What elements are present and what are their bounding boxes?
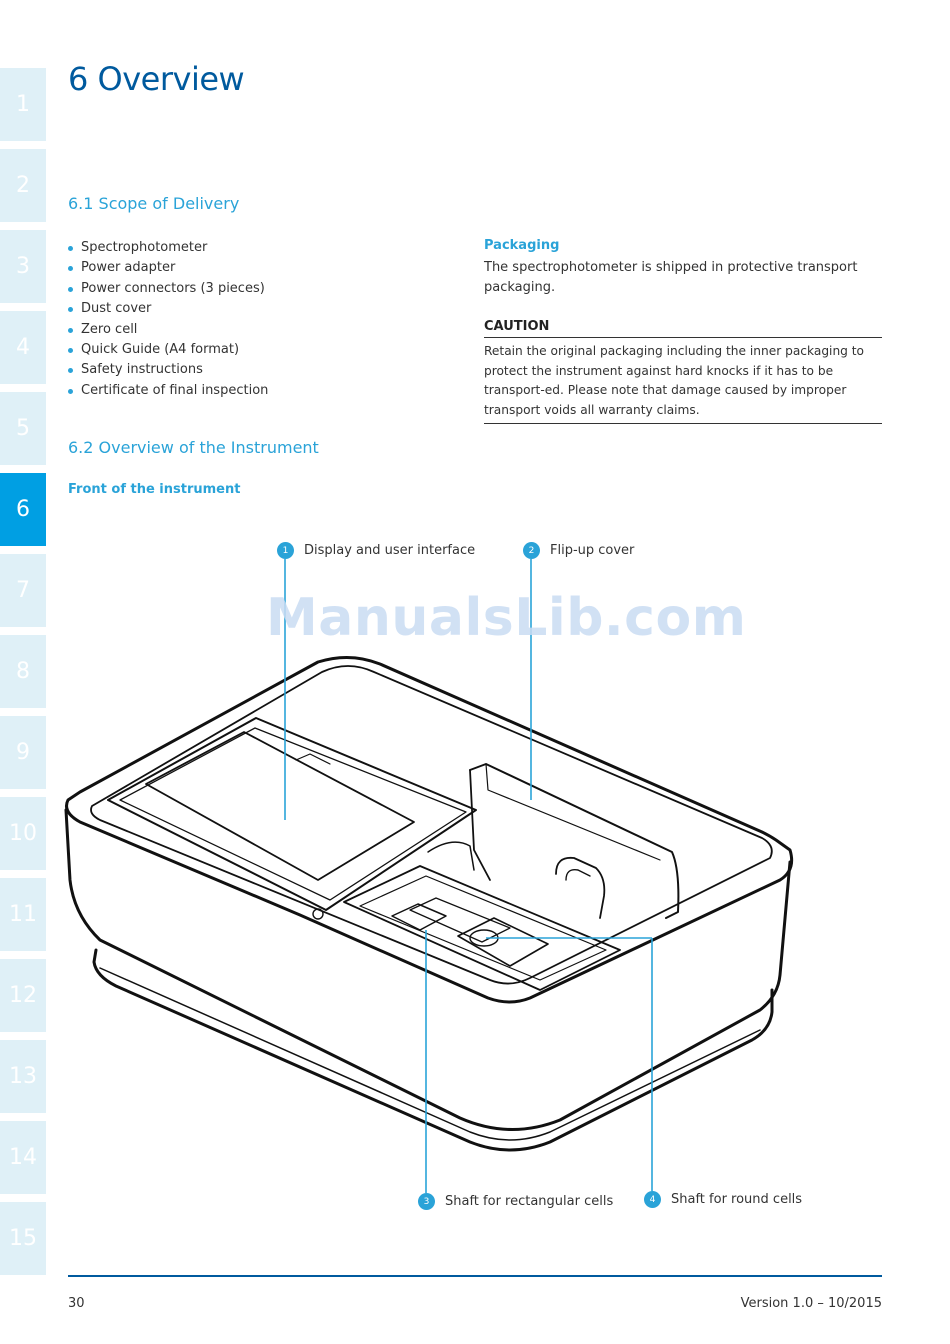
list-item: Quick Guide (A4 format) [68,340,268,360]
page-title: 6 Overview [68,60,245,98]
packaging-heading: Packaging [484,238,560,253]
callout-number: 4 [644,1191,661,1208]
callout-label: Display and user interface [304,543,476,558]
list-item: Dust cover [68,299,268,319]
version-label: Version 1.0 – 10/2015 [740,1296,882,1311]
callout-label: Shaft for round cells [671,1192,803,1207]
packaging-text: The spectrophotometer is shipped in protective transport packaging. [484,260,858,295]
caution-text: Retain the original packaging including the inner packaging to protect the instrument against hard knocks if it has to be transport-ed. Please note that damage caused by improper transport voids all warranty claims. [484,342,882,424]
chapter-tab-6-active[interactable]: 6 [0,473,46,546]
chapter-tab-5[interactable]: 5 [0,392,46,465]
footer-rule [68,1275,882,1277]
chapter-tab-9[interactable]: 9 [0,716,46,789]
list-item: Spectrophotometer [68,238,268,258]
section-heading-scope: 6.1 Scope of Delivery [68,194,240,213]
chapter-tab-12[interactable]: 12 [0,959,46,1032]
chapter-tab-2[interactable]: 2 [0,149,46,222]
callout-number: 3 [418,1193,435,1210]
callout-round-shaft [644,1191,802,1208]
list-item: Certificate of final inspection [68,381,268,401]
list-item: Safety instructions [68,360,268,380]
chapter-tab-13[interactable]: 13 [0,1040,46,1113]
chapter-tab-1[interactable]: 1 [0,68,46,141]
chapter-tab-10[interactable]: 10 [0,797,46,870]
list-item: Zero cell [68,320,268,340]
callout-rect-shaft [418,1193,613,1210]
chapter-tab-3[interactable]: 3 [0,230,46,303]
section-heading-overview: 6.2 Overview of the Instrument [68,438,319,457]
chapter-tab-7[interactable]: 7 [0,554,46,627]
page-number: 30 [68,1296,85,1311]
chapter-tab-8[interactable]: 8 [0,635,46,708]
subheading-front: Front of the instrument [68,482,241,497]
chapter-tab-14[interactable]: 14 [0,1121,46,1194]
callout-cover [523,542,634,559]
callout-label: Shaft for rectangular cells [445,1194,614,1209]
list-item: Power adapter [68,258,268,278]
callout-label: Flip-up cover [550,543,635,558]
caution-heading: CAUTION [484,319,882,338]
chapter-tab-15[interactable]: 15 [0,1202,46,1275]
callout-display [277,542,475,559]
watermark: ManualsLib.com [266,588,747,648]
callout-number: 1 [277,542,294,559]
chapter-tab-11[interactable]: 11 [0,878,46,951]
callout-number: 2 [523,542,540,559]
chapter-tab-4[interactable]: 4 [0,311,46,384]
list-item: Power connectors (3 pieces) [68,279,268,299]
